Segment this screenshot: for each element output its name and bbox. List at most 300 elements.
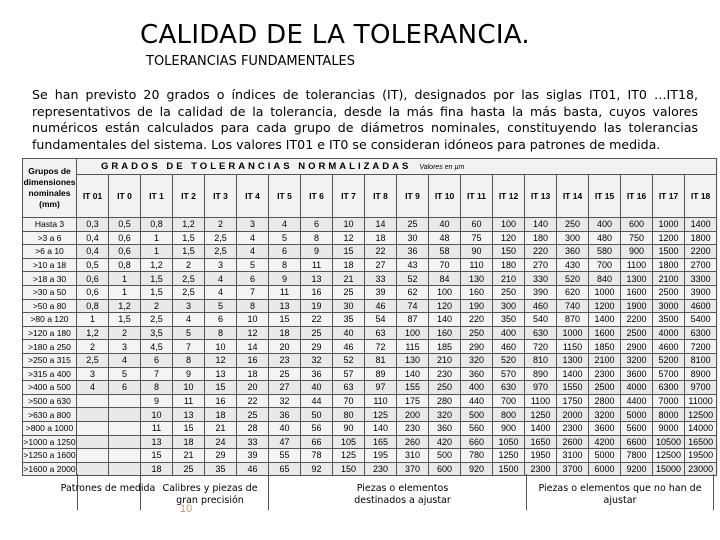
table-cell: 20 xyxy=(269,340,301,354)
table-cell: 36 xyxy=(301,367,333,381)
table-cell: 195 xyxy=(365,449,397,463)
table-cell: 56 xyxy=(301,421,333,435)
table-cell: 13 xyxy=(141,435,173,449)
table-cell: 140 xyxy=(525,218,557,232)
table-cell: 22 xyxy=(237,394,269,408)
table-cell: 3700 xyxy=(557,462,589,476)
table-cell: 700 xyxy=(589,258,621,272)
table-cell: 1100 xyxy=(525,394,557,408)
table-cell: 4400 xyxy=(621,394,653,408)
table-cell: 500 xyxy=(461,408,493,422)
table-cell: 3,5 xyxy=(141,326,173,340)
table-cell: 125 xyxy=(333,449,365,463)
table-cell: 155 xyxy=(397,381,429,395)
table-cell: 210 xyxy=(429,353,461,367)
table-cell: 3300 xyxy=(685,272,717,286)
table-cell: 780 xyxy=(461,449,493,463)
row-label: >10 a 18 xyxy=(23,258,77,272)
table-cell: 1,2 xyxy=(141,258,173,272)
page-number: 10 xyxy=(180,503,193,515)
table-cell: 4000 xyxy=(621,381,653,395)
table-cell: 4600 xyxy=(685,299,717,313)
table-cell: 2 xyxy=(173,258,205,272)
table-cell: 160 xyxy=(461,285,493,299)
table-cell: 5000 xyxy=(621,408,653,422)
table-cell xyxy=(109,449,141,463)
tolerance-table xyxy=(22,158,717,476)
table-cell: 7 xyxy=(141,367,173,381)
table-cell: 55 xyxy=(269,449,301,463)
table-cell xyxy=(109,435,141,449)
table-cell: 460 xyxy=(525,299,557,313)
table-cell xyxy=(77,449,109,463)
table-cell: 480 xyxy=(589,231,621,245)
table-row xyxy=(23,381,717,395)
table-row xyxy=(23,313,717,327)
table-cell: 84 xyxy=(429,272,461,286)
table-cell: 57 xyxy=(333,367,365,381)
table-cell: 3 xyxy=(173,299,205,313)
table-cell: 0,6 xyxy=(109,231,141,245)
table-cell: 33 xyxy=(365,272,397,286)
table-cell: 90 xyxy=(461,245,493,259)
table-cell: 6 xyxy=(237,272,269,286)
row-label: >250 a 315 xyxy=(23,353,77,367)
table-cell: 100 xyxy=(429,285,461,299)
table-cell: 1600 xyxy=(621,285,653,299)
table-row xyxy=(23,462,717,476)
table-cell: 2200 xyxy=(621,313,653,327)
table-cell: 12 xyxy=(205,353,237,367)
table-cell: 230 xyxy=(365,462,397,476)
table-cell: 5200 xyxy=(653,353,685,367)
table-cell: 1300 xyxy=(621,272,653,286)
table-cell: 2800 xyxy=(589,394,621,408)
table-cell: 1,5 xyxy=(173,245,205,259)
row-label: >1600 a 2000 xyxy=(23,463,76,474)
table-row xyxy=(23,394,717,408)
table-cell: 8 xyxy=(301,231,333,245)
table-cell: 63 xyxy=(365,326,397,340)
grade-header: IT 11 xyxy=(461,175,493,218)
table-cell: 360 xyxy=(461,367,493,381)
bracket-divider xyxy=(526,474,527,510)
table-cell: 250 xyxy=(429,381,461,395)
table-cell: 32 xyxy=(269,394,301,408)
table-cell: 1800 xyxy=(653,258,685,272)
table-cell: 390 xyxy=(525,285,557,299)
table-cell: 220 xyxy=(525,245,557,259)
table-cell: 2,5 xyxy=(141,313,173,327)
table-cell: 230 xyxy=(429,367,461,381)
table-cell: 810 xyxy=(525,353,557,367)
table-cell: 4 xyxy=(205,285,237,299)
table-row xyxy=(23,245,717,259)
table-cell: 74 xyxy=(397,299,429,313)
table-cell: 1950 xyxy=(525,449,557,463)
table-cell: 2100 xyxy=(653,272,685,286)
table-cell: 1400 xyxy=(685,218,717,232)
table-cell: 1200 xyxy=(589,299,621,313)
table-cell: 5 xyxy=(109,367,141,381)
table-cell: 660 xyxy=(461,435,493,449)
grade-header: IT 10 xyxy=(429,175,461,218)
table-cell: 21 xyxy=(333,272,365,286)
span-header xyxy=(77,159,717,175)
table-cell: 0,4 xyxy=(77,245,109,259)
table-cell: 165 xyxy=(365,435,397,449)
table-cell: 6000 xyxy=(589,462,621,476)
table-cell: 2600 xyxy=(557,435,589,449)
table-cell: 63 xyxy=(333,381,365,395)
table-cell xyxy=(109,408,141,422)
table-cell: 920 xyxy=(461,462,493,476)
span-header-note: Valores en µm xyxy=(419,164,465,171)
row-label: >50 a 80 xyxy=(23,299,77,313)
table-row xyxy=(23,408,717,422)
table-cell: 27 xyxy=(269,381,301,395)
table-cell: 580 xyxy=(589,245,621,259)
row-label: >180 a 250 xyxy=(23,340,77,354)
table-cell: 4 xyxy=(77,381,109,395)
caption-piezas-ajustar: Piezas o elementos destinados a ajustar xyxy=(354,483,451,506)
table-cell: 430 xyxy=(557,258,589,272)
table-cell: 1850 xyxy=(589,340,621,354)
table-cell: 78 xyxy=(301,449,333,463)
table-cell: 35 xyxy=(205,462,237,476)
row-label: >400 a 500 xyxy=(23,381,77,395)
table-cell: 5 xyxy=(269,231,301,245)
table-cell: 1 xyxy=(77,313,109,327)
table-cell: 300 xyxy=(493,299,525,313)
table-cell: 46 xyxy=(365,299,397,313)
table-cell: 3 xyxy=(205,258,237,272)
table-cell: 19500 xyxy=(685,449,717,463)
table-cell: 600 xyxy=(429,462,461,476)
grade-header: IT 12 xyxy=(493,175,525,218)
table-cell: 58 xyxy=(429,245,461,259)
table-cell: 13 xyxy=(173,408,205,422)
table-cell: 140 xyxy=(397,367,429,381)
table-cell: 1000 xyxy=(589,285,621,299)
caption-calibres: Calibres y piezas de gran precisión xyxy=(162,483,258,506)
table-cell: 9 xyxy=(301,245,333,259)
table-cell: 9 xyxy=(173,367,205,381)
table-cell: 20 xyxy=(237,381,269,395)
table-cell: 180 xyxy=(493,258,525,272)
table-cell: 2000 xyxy=(557,408,589,422)
table-cell: 12500 xyxy=(685,408,717,422)
tolerance-table-container xyxy=(22,158,718,476)
table-cell: 3200 xyxy=(589,408,621,422)
grade-header: IT 16 xyxy=(621,175,653,218)
table-cell: 15000 xyxy=(653,462,685,476)
table-cell: 18 xyxy=(173,435,205,449)
table-cell: 30 xyxy=(397,231,429,245)
table-cell: 3 xyxy=(77,367,109,381)
table-cell: 185 xyxy=(429,340,461,354)
table-cell: 310 xyxy=(397,449,429,463)
table-cell: 1000 xyxy=(557,326,589,340)
table-cell: 270 xyxy=(525,258,557,272)
table-cell: 40 xyxy=(269,421,301,435)
table-cell: 750 xyxy=(621,231,653,245)
table-cell: 520 xyxy=(557,272,589,286)
row-label: >3 a 6 xyxy=(23,231,77,245)
table-cell: 370 xyxy=(397,462,429,476)
span-header-label: GRADOS DE TOLERANCIAS NORMALIZADAS xyxy=(101,161,412,172)
table-cell: 1 xyxy=(141,231,173,245)
table-cell: 8 xyxy=(141,381,173,395)
table-cell: 48 xyxy=(429,231,461,245)
grade-header: IT 8 xyxy=(365,175,397,218)
table-cell: 22 xyxy=(301,313,333,327)
table-cell: 5600 xyxy=(621,421,653,435)
table-cell: 160 xyxy=(429,326,461,340)
table-cell: 12 xyxy=(333,231,365,245)
caption-patrones: Patrones de medida xyxy=(60,483,156,494)
table-cell: 2300 xyxy=(525,462,557,476)
table-cell: 25 xyxy=(269,367,301,381)
table-cell: 5 xyxy=(237,258,269,272)
table-cell: 5700 xyxy=(653,367,685,381)
table-cell: 30 xyxy=(333,299,365,313)
table-cell: 1300 xyxy=(557,353,589,367)
table-cell: 0,8 xyxy=(77,299,109,313)
table-cell: 16 xyxy=(237,353,269,367)
row-label: >1250 a 1600 xyxy=(23,450,76,461)
table-cell: 12500 xyxy=(653,449,685,463)
table-cell: 210 xyxy=(493,272,525,286)
table-cell: 81 xyxy=(365,353,397,367)
table-cell: 400 xyxy=(461,381,493,395)
grade-header: IT 18 xyxy=(685,175,717,218)
row-label: >630 a 800 xyxy=(23,408,77,422)
table-cell: 1,2 xyxy=(109,299,141,313)
table-cell xyxy=(77,408,109,422)
row-label: >18 a 30 xyxy=(23,272,77,286)
table-cell: 8100 xyxy=(685,353,717,367)
row-label: >315 a 400 xyxy=(23,367,77,381)
row-label: >80 a 120 xyxy=(23,313,77,327)
table-cell: 1400 xyxy=(589,313,621,327)
table-cell: 10 xyxy=(237,313,269,327)
table-cell: 6 xyxy=(109,381,141,395)
table-cell: 420 xyxy=(429,435,461,449)
table-cell: 400 xyxy=(493,326,525,340)
table-cell: 15 xyxy=(173,421,205,435)
grade-header: IT 01 xyxy=(77,175,109,218)
table-cell: 1650 xyxy=(525,435,557,449)
table-cell: 47 xyxy=(269,435,301,449)
table-cell: 11 xyxy=(173,394,205,408)
table-cell: 5000 xyxy=(589,449,621,463)
table-cell: 260 xyxy=(397,435,429,449)
row-label: >6 a 10 xyxy=(23,245,77,259)
row-label: >500 a 630 xyxy=(23,394,77,408)
table-cell: 1750 xyxy=(557,394,589,408)
table-row xyxy=(23,218,717,232)
table-cell: 4 xyxy=(237,231,269,245)
table-cell: 11 xyxy=(269,285,301,299)
table-cell: 2200 xyxy=(685,245,717,259)
table-cell: 360 xyxy=(429,421,461,435)
table-cell: 15 xyxy=(141,449,173,463)
table-cell: 560 xyxy=(461,421,493,435)
table-cell xyxy=(77,435,109,449)
table-cell: 14000 xyxy=(685,421,717,435)
table-cell: 10 xyxy=(333,218,365,232)
table-cell: 2500 xyxy=(621,326,653,340)
table-cell: 25 xyxy=(237,408,269,422)
table-cell: 10500 xyxy=(653,435,685,449)
table-cell: 520 xyxy=(493,353,525,367)
table-cell: 40 xyxy=(301,381,333,395)
table-cell: 90 xyxy=(333,421,365,435)
table-cell: 15 xyxy=(205,381,237,395)
table-cell: 740 xyxy=(557,299,589,313)
table-cell: 24 xyxy=(205,435,237,449)
table-cell: 75 xyxy=(461,231,493,245)
table-cell: 1500 xyxy=(653,245,685,259)
table-cell: 4 xyxy=(173,313,205,327)
table-cell: 2 xyxy=(205,218,237,232)
table-cell: 190 xyxy=(461,299,493,313)
table-row xyxy=(23,258,717,272)
table-row xyxy=(23,285,717,299)
table-cell: 11 xyxy=(141,421,173,435)
table-cell: 40 xyxy=(333,326,365,340)
table-cell: 2500 xyxy=(589,381,621,395)
table-header-grades-row xyxy=(23,175,717,218)
table-cell: 33 xyxy=(237,435,269,449)
corner-header: Grupos de dimensiones nominales (mm) xyxy=(23,159,77,218)
table-cell: 1600 xyxy=(589,326,621,340)
table-cell: 25 xyxy=(173,462,205,476)
table-cell: 3600 xyxy=(621,367,653,381)
table-cell: 2,5 xyxy=(205,245,237,259)
table-cell: 1800 xyxy=(685,231,717,245)
table-cell: 100 xyxy=(397,326,429,340)
table-cell: 150 xyxy=(493,245,525,259)
table-cell xyxy=(109,462,141,476)
table-cell: 1550 xyxy=(557,381,589,395)
table-cell: 115 xyxy=(397,340,429,354)
table-cell: 4,5 xyxy=(141,340,173,354)
table-cell: 6 xyxy=(269,245,301,259)
table-cell: 16 xyxy=(205,394,237,408)
table-cell: 1 xyxy=(109,272,141,286)
table-cell: 2 xyxy=(109,326,141,340)
table-cell: 6300 xyxy=(685,326,717,340)
table-cell: 130 xyxy=(397,353,429,367)
table-cell xyxy=(77,462,109,476)
table-cell: 2700 xyxy=(685,258,717,272)
table-cell: 4 xyxy=(237,245,269,259)
table-cell: 1,5 xyxy=(173,231,205,245)
table-cell: 800 xyxy=(493,408,525,422)
grade-header: IT 9 xyxy=(397,175,429,218)
table-cell: 3 xyxy=(237,218,269,232)
table-cell: 2300 xyxy=(557,421,589,435)
table-cell: 40 xyxy=(429,218,461,232)
table-cell: 2100 xyxy=(589,353,621,367)
grade-header: IT 6 xyxy=(301,175,333,218)
grade-header: IT 1 xyxy=(141,175,173,218)
table-cell: 8000 xyxy=(653,408,685,422)
table-cell: 9700 xyxy=(685,381,717,395)
table-cell: 15 xyxy=(333,245,365,259)
table-cell: 25 xyxy=(397,218,429,232)
table-cell: 18 xyxy=(269,326,301,340)
table-cell: 1000 xyxy=(653,218,685,232)
table-row xyxy=(23,340,717,354)
table-cell: 1250 xyxy=(493,449,525,463)
table-cell: 39 xyxy=(237,449,269,463)
table-cell: 0,3 xyxy=(77,218,109,232)
table-cell: 36 xyxy=(269,408,301,422)
table-cell: 890 xyxy=(525,367,557,381)
table-cell: 3000 xyxy=(653,299,685,313)
table-cell: 21 xyxy=(173,449,205,463)
table-cell: 1400 xyxy=(525,421,557,435)
table-cell: 9200 xyxy=(621,462,653,476)
table-cell: 110 xyxy=(461,258,493,272)
table-cell: 15 xyxy=(269,313,301,327)
table-header-span-row xyxy=(23,159,717,175)
grade-header: IT 7 xyxy=(333,175,365,218)
table-cell: 140 xyxy=(365,421,397,435)
table-cell: 0,5 xyxy=(77,258,109,272)
row-label: Hasta 3 xyxy=(23,218,77,232)
table-cell: 62 xyxy=(397,285,429,299)
table-cell: 16500 xyxy=(685,435,717,449)
table-cell: 360 xyxy=(557,245,589,259)
table-cell: 2,5 xyxy=(205,231,237,245)
table-cell: 250 xyxy=(461,326,493,340)
table-cell: 5 xyxy=(173,326,205,340)
table-cell: 28 xyxy=(237,421,269,435)
table-cell: 0,6 xyxy=(109,245,141,259)
table-cell: 1400 xyxy=(557,367,589,381)
table-cell: 250 xyxy=(493,285,525,299)
grade-header: IT 14 xyxy=(557,175,589,218)
table-cell: 8 xyxy=(269,258,301,272)
table-cell: 72 xyxy=(365,340,397,354)
table-cell: 3500 xyxy=(653,313,685,327)
table-cell: 5 xyxy=(205,299,237,313)
table-cell: 105 xyxy=(333,435,365,449)
table-cell xyxy=(77,394,109,408)
table-cell: 6300 xyxy=(653,381,685,395)
table-cell: 1 xyxy=(109,285,141,299)
table-cell: 10 xyxy=(141,408,173,422)
grade-header: IT 0 xyxy=(109,175,141,218)
table-cell: 27 xyxy=(365,258,397,272)
table-row xyxy=(23,231,717,245)
table-cell: 4200 xyxy=(589,435,621,449)
table-cell: 230 xyxy=(397,421,429,435)
table-row xyxy=(23,421,717,435)
grade-header: IT 3 xyxy=(205,175,237,218)
table-cell: 7000 xyxy=(653,394,685,408)
table-cell: 14 xyxy=(237,340,269,354)
table-cell: 7800 xyxy=(621,449,653,463)
table-cell: 29 xyxy=(205,449,237,463)
table-cell: 9 xyxy=(141,394,173,408)
table-cell: 39 xyxy=(365,285,397,299)
table-cell: 11 xyxy=(301,258,333,272)
